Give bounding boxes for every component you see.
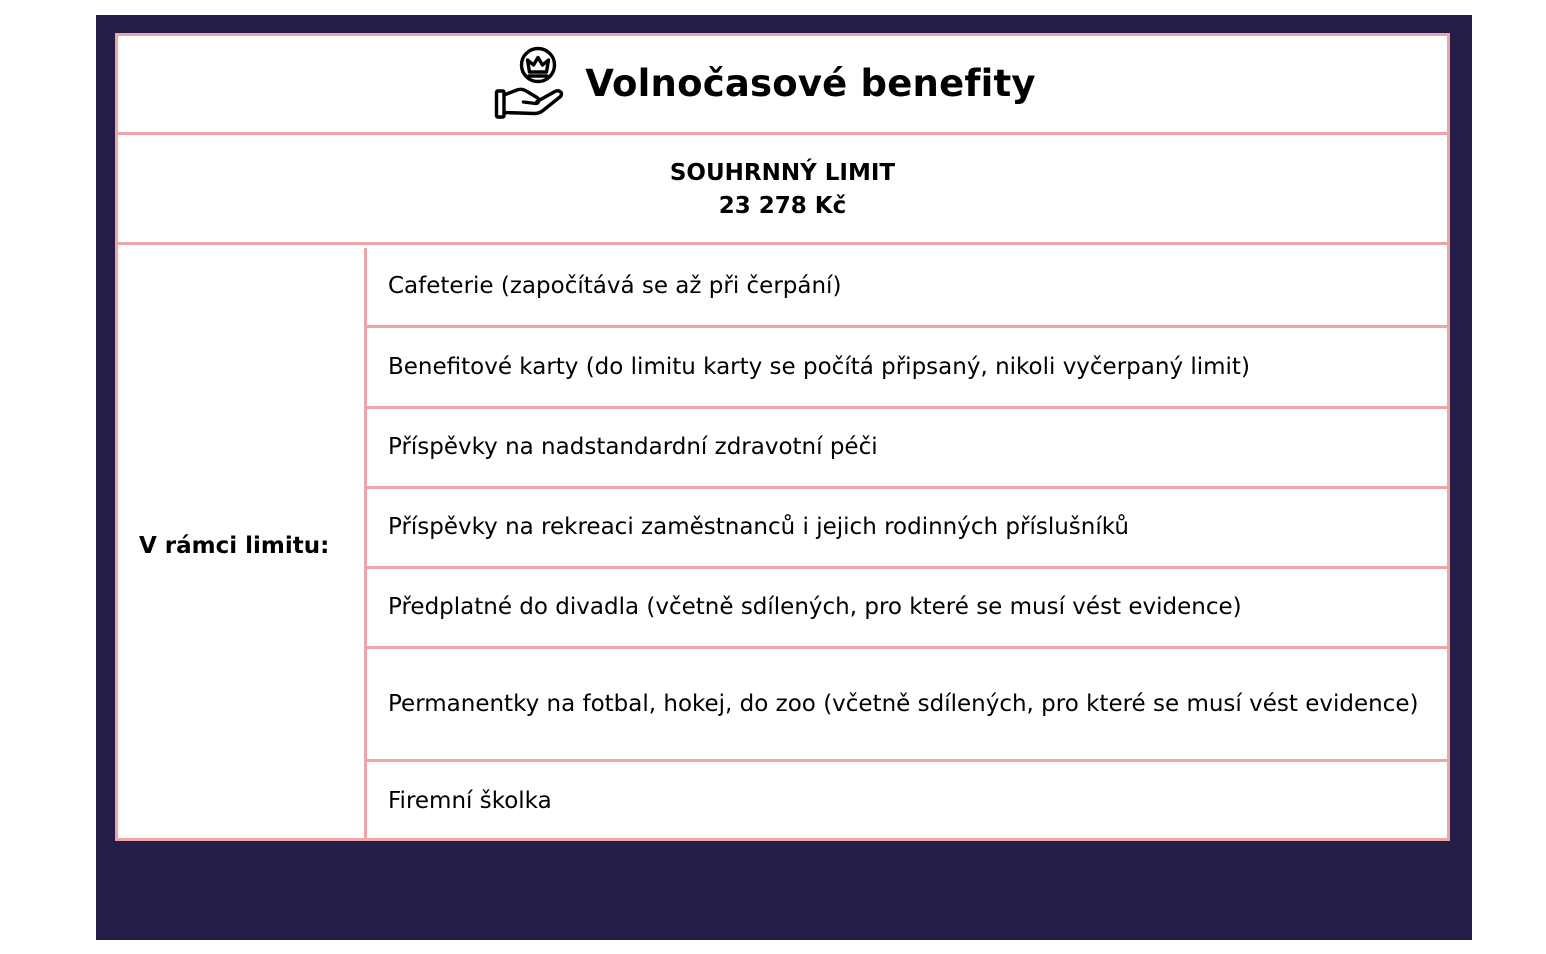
benefit-item-text: Příspěvky na nadstandardní zdravotní péči bbox=[388, 434, 878, 460]
benefit-item bbox=[367, 489, 1447, 569]
benefit-item-text: Cafeterie (započítává se až při čerpání) bbox=[388, 273, 842, 299]
within-limit-cell bbox=[118, 248, 367, 838]
benefit-item bbox=[367, 328, 1447, 409]
summary-limit-row bbox=[118, 135, 1447, 245]
benefit-item-text: Příspěvky na rekreaci zaměstnanců i jejich rodinných příslušníků bbox=[388, 514, 1129, 540]
page-title: Volnočasové benefity bbox=[585, 61, 1036, 105]
benefit-item-text: Firemní školka bbox=[388, 788, 552, 814]
hand-crown-icon bbox=[493, 46, 569, 122]
title-group bbox=[493, 46, 1036, 122]
benefit-item-text: Benefitové karty (do limitu karty se počítá připsaný, nikoli vyčerpaný limit) bbox=[388, 353, 1250, 380]
benefits-table bbox=[115, 33, 1450, 841]
benefit-item bbox=[367, 409, 1447, 489]
summary-limit-amount: 23 278 Kč bbox=[718, 193, 847, 219]
benefit-item-text: Předplatné do divadla (včetně sdílených, pro které se musí vést evidence) bbox=[388, 594, 1242, 620]
benefit-item bbox=[367, 569, 1447, 649]
limit-contents-row bbox=[118, 248, 1447, 838]
benefit-item bbox=[367, 248, 1447, 328]
benefit-items bbox=[367, 248, 1447, 841]
title-row bbox=[118, 36, 1447, 135]
summary-limit-label: SOUHRNNÝ LIMIT bbox=[669, 160, 896, 186]
benefit-item bbox=[367, 649, 1447, 762]
within-limit-label: V rámci limitu: bbox=[139, 533, 330, 559]
benefit-item-text: Permanentky na fotbal, hokej, do zoo (včetně sdílených, pro které se musí vést evidence) bbox=[388, 690, 1419, 717]
benefit-item bbox=[367, 762, 1447, 841]
